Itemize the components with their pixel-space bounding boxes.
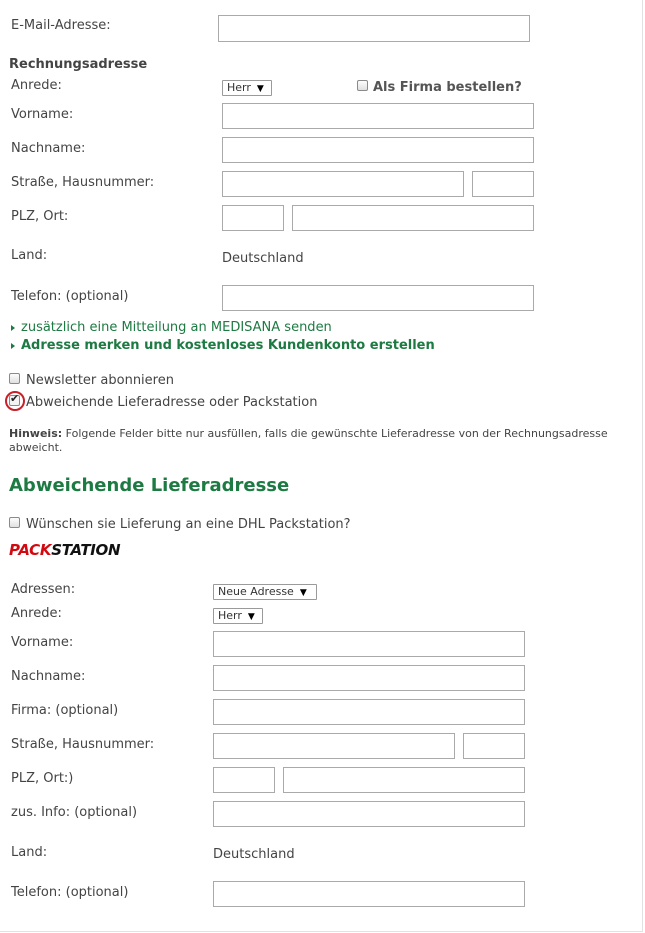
create-account-link-text: Adresse merken und kostenloses Kundenkonto erstellen (21, 338, 435, 353)
delivery-lastname-label: Nachname: (11, 669, 86, 684)
hint-body: Folgende Felder bitte nur ausfüllen, falls die gewünschte Lieferadresse von der Rechnungsadresse abweicht. (9, 427, 608, 454)
billing-heading: Rechnungsadresse (9, 57, 148, 72)
delivery-housenumber-input[interactable] (463, 733, 525, 759)
email-input[interactable] (218, 15, 530, 42)
message-link-text: zusätzlich eine Mitteilung an MEDISANA senden (21, 320, 332, 335)
dhl-packstation-checkbox[interactable] (9, 517, 20, 528)
packstation-logo-station: STATION (51, 541, 121, 559)
billing-country-label: Land: (11, 248, 48, 263)
create-account-link[interactable] (11, 338, 435, 353)
email-label: E-Mail-Adresse: (11, 18, 111, 33)
delivery-company-input[interactable] (213, 699, 525, 725)
billing-lastname-input[interactable] (222, 137, 534, 163)
billing-zip-input[interactable] (222, 205, 284, 231)
billing-firstname-input[interactable] (222, 103, 534, 129)
dhl-packstation-label: Wünschen sie Lieferung an eine DHL Packstation? (26, 517, 351, 532)
billing-lastname-label: Nachname: (11, 141, 86, 156)
message-link[interactable] (11, 320, 332, 335)
checkmark-icon: ✔ (10, 392, 20, 405)
delivery-company-label: Firma: (optional) (11, 703, 119, 718)
delivery-country-label: Land: (11, 845, 48, 860)
billing-salutation-value: Herr (227, 81, 251, 94)
company-checkbox[interactable] (357, 80, 368, 91)
chevron-down-icon: ▼ (256, 84, 264, 94)
company-checkbox-label: Als Firma bestellen? (373, 80, 522, 95)
newsletter-label: Newsletter abonnieren (26, 373, 174, 388)
delivery-extra-info-label: zus. Info: (optional) (11, 805, 138, 820)
billing-city-input[interactable] (292, 205, 534, 231)
delivery-street-input[interactable] (213, 733, 455, 759)
delivery-phone-label: Telefon: (optional) (11, 885, 129, 900)
delivery-extra-info-input[interactable] (213, 801, 525, 827)
delivery-firstname-label: Vorname: (11, 635, 74, 650)
delivery-city-input[interactable] (283, 767, 525, 793)
billing-housenumber-input[interactable] (472, 171, 534, 197)
billing-salutation-label: Anrede: (11, 78, 62, 93)
delivery-salutation-select[interactable] (213, 608, 263, 624)
billing-country-value: Deutschland (222, 251, 304, 266)
alt-delivery-label: Abweichende Lieferadresse oder Packstation (26, 395, 318, 410)
billing-phone-label: Telefon: (optional) (11, 289, 129, 304)
delivery-zipcity-label: PLZ, Ort:) (11, 771, 74, 786)
billing-street-label: Straße, Hausnummer: (11, 175, 155, 190)
delivery-lastname-input[interactable] (213, 665, 525, 691)
delivery-street-label: Straße, Hausnummer: (11, 737, 155, 752)
delivery-country-value: Deutschland (213, 847, 295, 862)
billing-salutation-select[interactable] (222, 80, 272, 96)
billing-phone-input[interactable] (222, 285, 534, 311)
delivery-firstname-input[interactable] (213, 631, 525, 657)
highlight-ring (5, 391, 25, 411)
delivery-phone-input[interactable] (213, 881, 525, 907)
delivery-addresses-value: Neue Adresse (218, 585, 294, 598)
packstation-logo (9, 541, 120, 559)
billing-firstname-label: Vorname: (11, 107, 74, 122)
delivery-addresses-label: Adressen: (11, 582, 76, 597)
delivery-addresses-select[interactable] (213, 584, 317, 600)
delivery-salutation-label: Anrede: (11, 606, 62, 621)
packstation-logo-pack: PACK (9, 541, 52, 559)
delivery-zip-input[interactable] (213, 767, 275, 793)
billing-street-input[interactable] (222, 171, 464, 197)
newsletter-checkbox[interactable] (9, 373, 20, 384)
delivery-title: Abweichende Lieferadresse (9, 475, 290, 496)
chevron-down-icon: ▼ (247, 612, 255, 622)
hint-text (9, 427, 639, 455)
triangle-right-icon (11, 343, 15, 349)
billing-zipcity-label: PLZ, Ort: (11, 209, 69, 224)
chevron-down-icon: ▼ (299, 588, 307, 598)
hint-label: Hinweis: (9, 427, 63, 440)
triangle-right-icon (11, 325, 15, 331)
delivery-salutation-value: Herr (218, 609, 242, 622)
